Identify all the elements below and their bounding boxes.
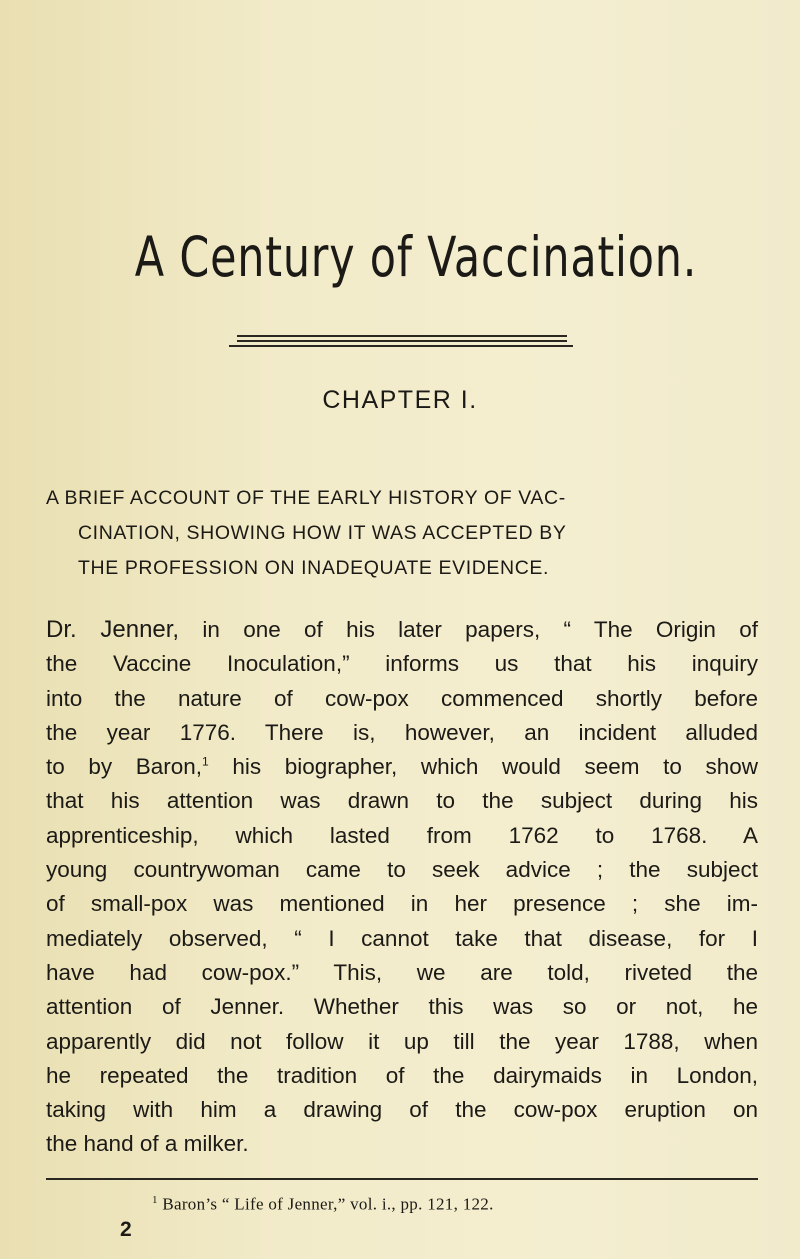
ornament-rule (237, 335, 567, 349)
footnote (152, 1194, 494, 1215)
text-line: mediately observed, “ I cannot take that disease, for I (46, 925, 758, 951)
summary-line: THE PROFESSION ON INADEQUATE EVIDENCE. (78, 557, 550, 579)
opening-words: Dr. Jenner, (46, 616, 180, 643)
text-line: young countrywoman came to seek advice ; the subject (46, 857, 758, 883)
text-line: apparently did not follow it up till the year 1788, when (46, 1028, 758, 1054)
footnote-reference: 1 (202, 754, 209, 769)
text-line: that his attention was drawn to the subject during his (46, 788, 758, 814)
text-line: apprenticeship, which lasted from 1762 to 1768. A (46, 822, 758, 848)
summary-line: A BRIEF ACCOUNT OF THE EARLY HISTORY OF VAC- (46, 487, 566, 509)
text-line: into the nature of cow-pox commenced shortly before (46, 685, 758, 711)
text-line: to by Baron,$^1$ his biographer, which would seem to show (46, 754, 758, 780)
text-line: of small-pox was mentioned in her presence ; she im- (46, 891, 758, 917)
body-paragraph (46, 613, 758, 1162)
footnote-mark: 1 (152, 1194, 158, 1206)
footnote-divider (46, 1178, 758, 1180)
text-line: the Vaccine Inoculation,” informs us that his inquiry (46, 651, 758, 677)
text-line: the year 1776. There is, however, an incident alluded (46, 719, 758, 745)
text-line: he repeated the tradition of the dairymaids in London, (46, 1062, 758, 1088)
chapter-heading: CHAPTER I. (322, 386, 478, 414)
page-number: 2 (120, 1218, 132, 1241)
text-line: the hand of a milker. (46, 1131, 249, 1157)
summary-line: CINATION, SHOWING HOW IT WAS ACCEPTED BY (78, 522, 567, 544)
footnote-text: Baron’s “ Life of Jenner,” vol. i., pp. 121, 122. (157, 1194, 494, 1214)
chapter-summary (46, 481, 766, 586)
text-line: attention of Jenner. Whether this was so or not, he (46, 994, 758, 1020)
text-line: Dr. Jenner, in one of his later papers, “ The Origin of (46, 616, 758, 643)
text-line: taking with him a drawing of the cow-pox eruption on (46, 1097, 758, 1123)
text-line: have had cow-pox.” This, we are told, riveted the (46, 959, 758, 985)
book-title: A Century of Vaccination. (134, 225, 698, 289)
